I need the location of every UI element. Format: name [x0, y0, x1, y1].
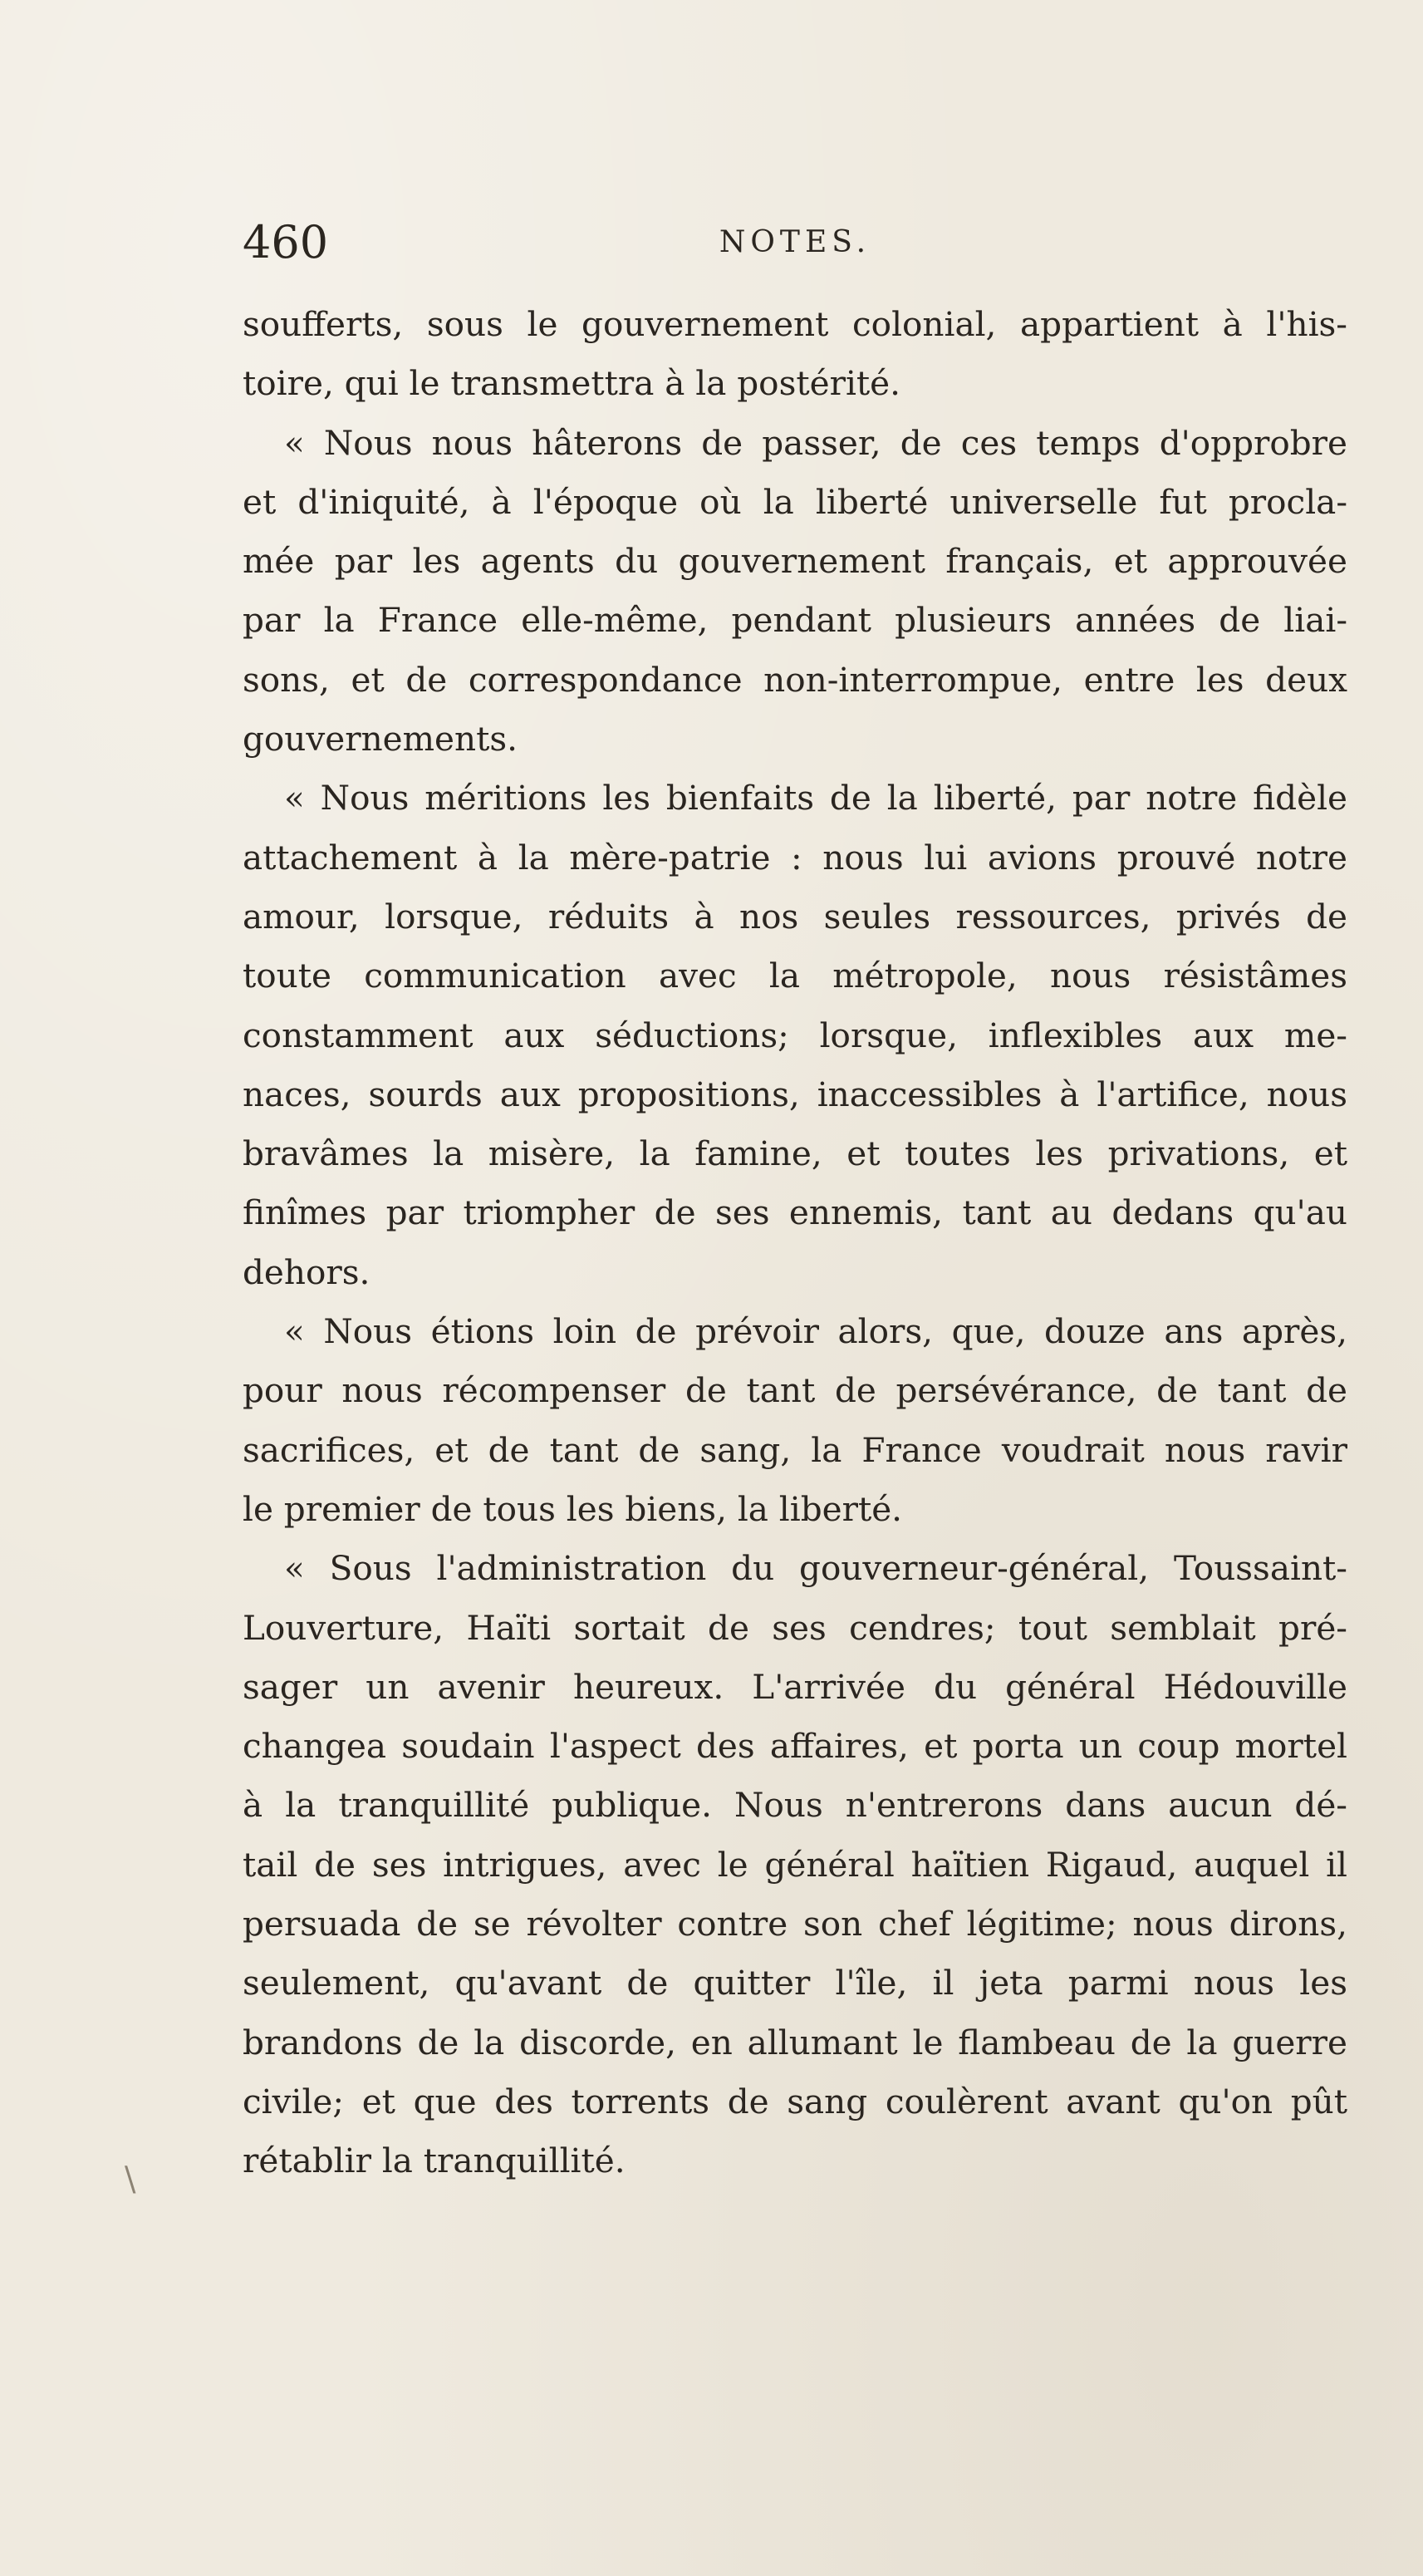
- text-line: toire, qui le transmettra à la postérité.: [243, 363, 901, 404]
- text-line: « Nous nous hâterons de passer, de ces temps d'opprobre: [284, 422, 1347, 463]
- text-line: gouvernements.: [243, 719, 518, 760]
- text-line: pour nous récompenser de tant de persévérance, de tant de: [243, 1370, 1347, 1411]
- text-line: tail de ses intrigues, avec le général haïtien Rigaud, auquel il: [243, 1844, 1347, 1885]
- text-line: dehors.: [243, 1251, 370, 1292]
- text-line: brandons de la discorde, en allumant le flambeau de la guerre: [243, 2022, 1347, 2062]
- text-line: civile; et que des torrents de sang coulèrent avant qu'on pût: [243, 2081, 1347, 2121]
- text-line: naces, sourds aux propositions, inaccessibles à l'artifice, nous: [243, 1074, 1347, 1114]
- text-line: « Nous méritions les bienfaits de la liberté, par notre fidèle: [284, 778, 1347, 819]
- text-line: persuada de se révolter contre son chef légitime; nous dirons,: [243, 1904, 1347, 1944]
- text-line: par la France elle-même, pendant plusieurs années de liai-: [243, 600, 1347, 641]
- text-line: rétablir la tranquillité.: [243, 2141, 626, 2181]
- text-line: bravâmes la misère, la famine, et toutes les privations, et: [243, 1133, 1347, 1174]
- running-title: NOTES.: [719, 225, 871, 259]
- text-line: finîmes par triompher de ses ennemis, tant au dedans qu'au: [243, 1192, 1347, 1233]
- text-line: toute communication avec la métropole, nous résistâmes: [243, 956, 1347, 996]
- page-number: 460: [243, 216, 329, 268]
- text-line: sacrifices, et de tant de sang, la France voudrait nous ravir: [243, 1429, 1347, 1470]
- text-line: sager un avenir heureux. L'arrivée du général Hédouville: [243, 1666, 1347, 1707]
- text-line: amour, lorsque, réduits à nos seules ressources, privés de: [243, 896, 1347, 937]
- text-line: attachement à la mère-patrie : nous lui avions prouvé notre: [243, 837, 1347, 878]
- text-line: le premier de tous les biens, la liberté.: [243, 1488, 903, 1529]
- body-text: [243, 295, 1347, 2191]
- page-header: [243, 218, 1347, 268]
- text-line: changea soudain l'aspect des affaires, et porta un coup mortel: [243, 1726, 1347, 1767]
- text-line: Louverture, Haïti sortait de ses cendres; tout semblait pré-: [243, 1607, 1347, 1648]
- text-line: « Sous l'administration du gouverneur-général, Toussaint-: [284, 1548, 1347, 1589]
- text-line: et d'iniquité, à l'époque où la liberté universelle fut procla-: [243, 481, 1347, 522]
- margin-stray-mark: \: [125, 2161, 136, 2199]
- text-line: à la tranquillité publique. Nous n'entrerons dans aucun dé-: [243, 1785, 1347, 1826]
- text-line: mée par les agents du gouvernement français, et approuvée: [243, 541, 1347, 582]
- text-line: sons, et de correspondance non-interrompue, entre les deux: [243, 659, 1347, 700]
- text-line: « Nous étions loin de prévoir alors, que, douze ans après,: [284, 1311, 1347, 1352]
- text-line: seulement, qu'avant de quitter l'île, il jeta parmi nous les: [243, 1963, 1347, 2003]
- text-line: soufferts, sous le gouvernement colonial, appartient à l'his-: [243, 304, 1347, 344]
- text-line: constamment aux séductions; lorsque, inflexibles aux me-: [243, 1015, 1347, 1055]
